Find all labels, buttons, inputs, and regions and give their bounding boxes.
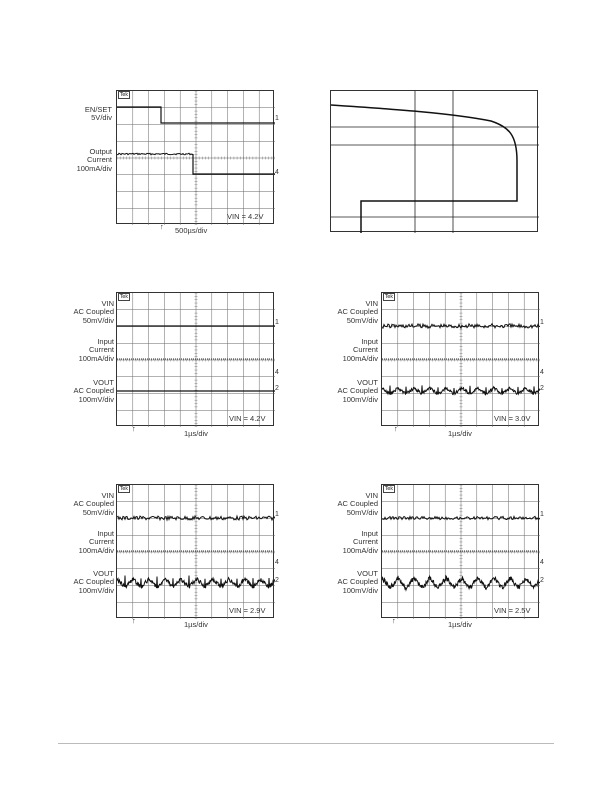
channel-marker: 4 [275, 369, 279, 376]
timebase-label: 1µs/div [184, 429, 208, 438]
vin-readout: VIN = 2.9V [229, 606, 266, 615]
scope-tag: Tek [120, 294, 129, 300]
scope-tag: Tek [120, 486, 129, 492]
trigger-marker: ↑ [132, 616, 136, 625]
scope-grid [117, 91, 275, 225]
channel-marker: 1 [540, 511, 544, 518]
timebase-label: 1µs/div [448, 620, 472, 629]
channel-marker: 1 [275, 511, 279, 518]
channel-label: Output Current 100mA/div [76, 147, 112, 173]
channel-label: Input Current 100mA/div [78, 337, 114, 363]
channel-marker: 1 [275, 115, 279, 122]
timebase-label: 500µs/div [175, 226, 208, 235]
channel-label: Input Current 100mA/div [78, 529, 114, 555]
channel-label: VIN AC Coupled 50mV/div [73, 299, 114, 325]
vin-readout: VIN = 4.2V [227, 212, 264, 221]
scope-grid [382, 485, 540, 619]
channel-marker: 2 [540, 577, 544, 584]
scope-waveform-vin-4-2 [116, 292, 279, 426]
characteristic-graph [330, 90, 538, 232]
vin-readout: VIN = 2.5V [494, 606, 531, 615]
channel-label: VIN AC Coupled 50mV/div [337, 491, 378, 517]
vin-readout: VIN = 3.0V [494, 414, 531, 423]
scope-tag: Tek [385, 294, 394, 300]
scope-waveform-vin-2-9 [116, 484, 279, 618]
trigger-marker: ↑ [392, 616, 396, 625]
scope-grid [117, 485, 275, 619]
channel-label: Input Current 100mA/div [342, 529, 378, 555]
channel-marker: 4 [540, 559, 544, 566]
characteristic-curve [331, 105, 517, 233]
channel-marker: 4 [540, 369, 544, 376]
channel-marker: 4 [275, 169, 279, 176]
channel-marker: 1 [540, 319, 544, 326]
scope-grid [382, 293, 540, 427]
graph-plot [331, 91, 539, 233]
timebase-label: 1µs/div [184, 620, 208, 629]
channel-marker: 2 [540, 385, 544, 392]
scope-waveform-vin-3-0 [381, 292, 544, 426]
channel-label: Input Current 100mA/div [342, 337, 378, 363]
scope-waveform-vin-2-5 [381, 484, 544, 618]
channel-marker: 1 [275, 319, 279, 326]
channel-marker: 4 [275, 559, 279, 566]
timebase-label: 1µs/div [448, 429, 472, 438]
trigger-marker: ↑ [394, 424, 398, 433]
scope-tag: Tek [385, 486, 394, 492]
scope-enset-transient [116, 90, 279, 224]
channel-label: VOUT AC Coupled 100mV/div [337, 378, 378, 404]
trigger-marker: ↑ [160, 222, 164, 231]
channel-marker: 2 [275, 577, 279, 584]
vin-readout: VIN = 4.2V [229, 414, 266, 423]
trigger-marker: ↑ [132, 424, 136, 433]
channel-label: VOUT AC Coupled 100mV/div [73, 569, 114, 595]
footer-rule [58, 743, 554, 744]
channel-label: VOUT AC Coupled 100mV/div [337, 569, 378, 595]
scope-grid [117, 293, 275, 427]
channel-label: VOUT AC Coupled 100mV/div [73, 378, 114, 404]
channel-label: VIN AC Coupled 50mV/div [73, 491, 114, 517]
output-current-trace [117, 153, 193, 155]
channel-label: VIN AC Coupled 50mV/div [337, 299, 378, 325]
channel-marker: 2 [275, 385, 279, 392]
channel-label: EN/SET 5V/div [84, 105, 112, 123]
scope-tag: Tek [120, 92, 129, 98]
